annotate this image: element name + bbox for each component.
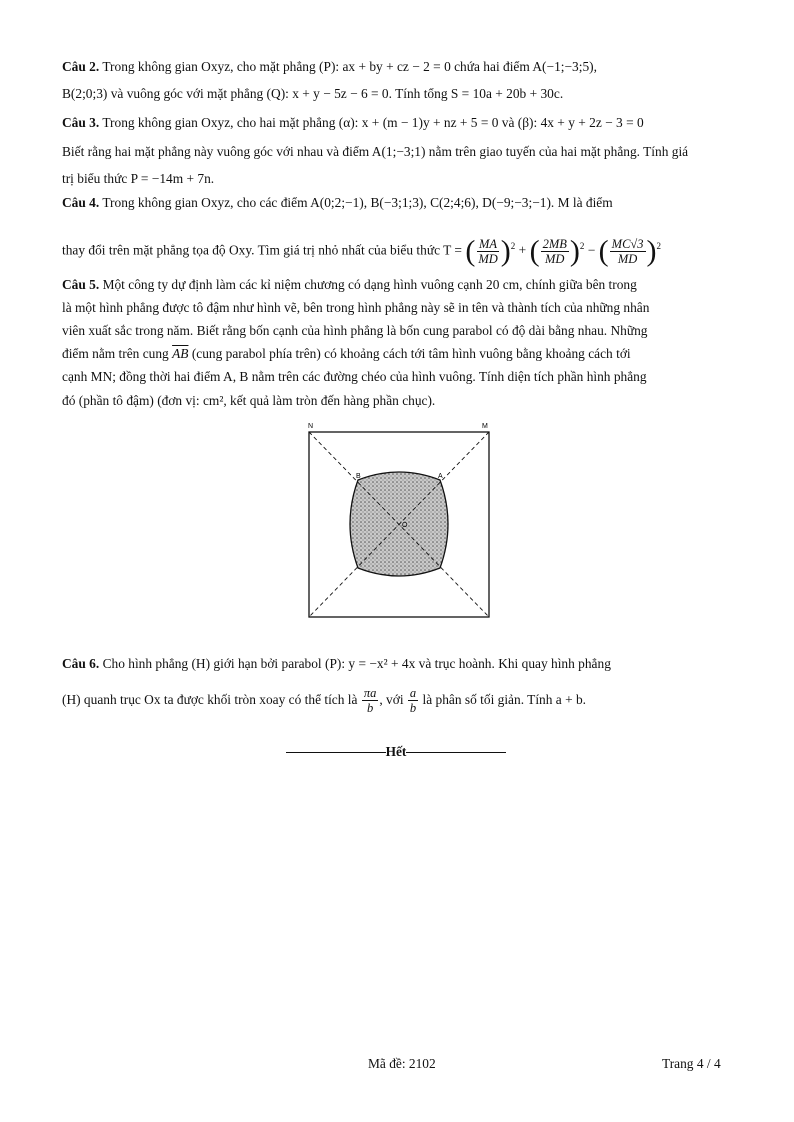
q5-line1 (62, 276, 742, 294)
q6-line2: (H) quanh trục Ox ta được khối tròn xoay có thể tích là $\frac{\pi a}{b}$ , với $\frac{a}{b}$ là phân số tối giản. Tính a + b. (62, 686, 587, 716)
arc-ab: $\overline{AB}$ (172, 346, 189, 361)
q4-line1 (62, 194, 742, 212)
q6-label: Câu 6. (62, 656, 100, 671)
q4-frac3: $\frac{MC√3}{MD}$ (611, 236, 644, 266)
q5-line3: viên xuất sắc trong năm. Biết rằng bốn cạnh của hình phẳng là bốn cung parabol có độ dài bằng nhau. Những (62, 323, 648, 338)
q4-text2: thay đổi trên mặt phẳng tọa độ Oxy. Tìm giá trị nhỏ nhất của biểu thức T = (62, 242, 462, 258)
q5-line2: là một hình phẳng được tô đậm như hình vẽ, bên trong hình phẳng này sẽ in tên và thành tích của những nhân (62, 300, 650, 315)
q6-text1: Cho hình phẳng (H) giới hạn bởi parabol (P): y = −x² + 4x và trục hoành. Khi quay hình phẳng (102, 656, 611, 671)
q5-line6: đó (phần tô đậm) (đơn vị: cm², kết quả làm tròn đến hàng phần chục). (62, 393, 436, 408)
q3-text1: Trong không gian Oxyz, cho hai mặt phẳng (α): x + (m − 1)y + nz + 5 = 0 và (β): 4x + y + 2z − 3 = 0 (102, 115, 644, 130)
label-a: A (438, 473, 443, 480)
end-marker: Hết (276, 744, 516, 760)
q4-label: Câu 4. (62, 195, 100, 210)
q2-line1 (62, 58, 742, 76)
q2-text1: Trong không gian Oxyz, cho mặt phẳng (P): ax + by + cz − 2 = 0 chứa hai điểm A(−1;−3;5), (102, 59, 597, 74)
q5-label: Câu 5. (62, 277, 100, 292)
q3-line2: Biết rằng hai mặt phẳng này vuông góc với nhau và điểm A(1;−3;1) nằm trên giao tuyến của hai mặt phẳng. Tính giá (62, 144, 689, 159)
page-number: Trang 4 / 4 (662, 1056, 721, 1071)
exam-code: Mã đề: 2102 (368, 1056, 436, 1071)
q5-text1: Một công ty dự định làm các kỉ niệm chương có dạng hình vuông cạnh 20 cm, chính giữa bên trong (102, 277, 637, 292)
label-b: B (356, 473, 361, 480)
q5-line5: cạnh MN; đồng thời hai điểm A, B nằm trên các đường chéo của hình vuông. Tính diện tích phần hình phẳng (62, 369, 647, 384)
label-n: N (308, 423, 314, 430)
q2-line2: B(2;0;3) và vuông góc với mặt phẳng (Q): x + y − 5z − 6 = 0. Tính tổng S = 10a + 20b + 30c. (62, 86, 564, 101)
q5-line4: điểm nằm trên cung $\overline{AB}$ (cung parabol phía trên) có khoảng cách tới tâm hình vuông bằng khoảng cách tới (62, 346, 631, 361)
label-m: M (482, 423, 488, 430)
q4-text1: Trong không gian Oxyz, cho các điểm A(0;2;−1), B(−3;1;3), C(2;4;6), D(−9;−3;−1). M là điểm (102, 195, 613, 210)
q6-line1 (62, 655, 742, 673)
q4-frac1: $\frac{MA}{MD}$ (478, 236, 498, 266)
q6-frac1: $\frac{\pi a}{b}$ (363, 686, 377, 716)
q3-label: Câu 3. (62, 115, 100, 130)
label-o: O (402, 522, 408, 529)
q3-line1 (62, 114, 742, 132)
q4-line2: thay đổi trên mặt phẳng tọa độ Oxy. Tìm giá trị nhỏ nhất của biểu thức T = ( $\frac{MA}{MD}$ )$^2$ + ( $\frac{2MB}{MD}$ )$^2$ − ( $\frac{MC√3}{MD}$ )$^2$ (62, 234, 662, 268)
q3-line3: trị biểu thức P = −14m + 7n. (62, 171, 215, 186)
q2-label: Câu 2. (62, 59, 100, 74)
medal-figure (296, 417, 496, 622)
q4-frac2: $\frac{2MB}{MD}$ (542, 236, 567, 266)
q6-frac2: $\frac{a}{b}$ (409, 686, 417, 716)
